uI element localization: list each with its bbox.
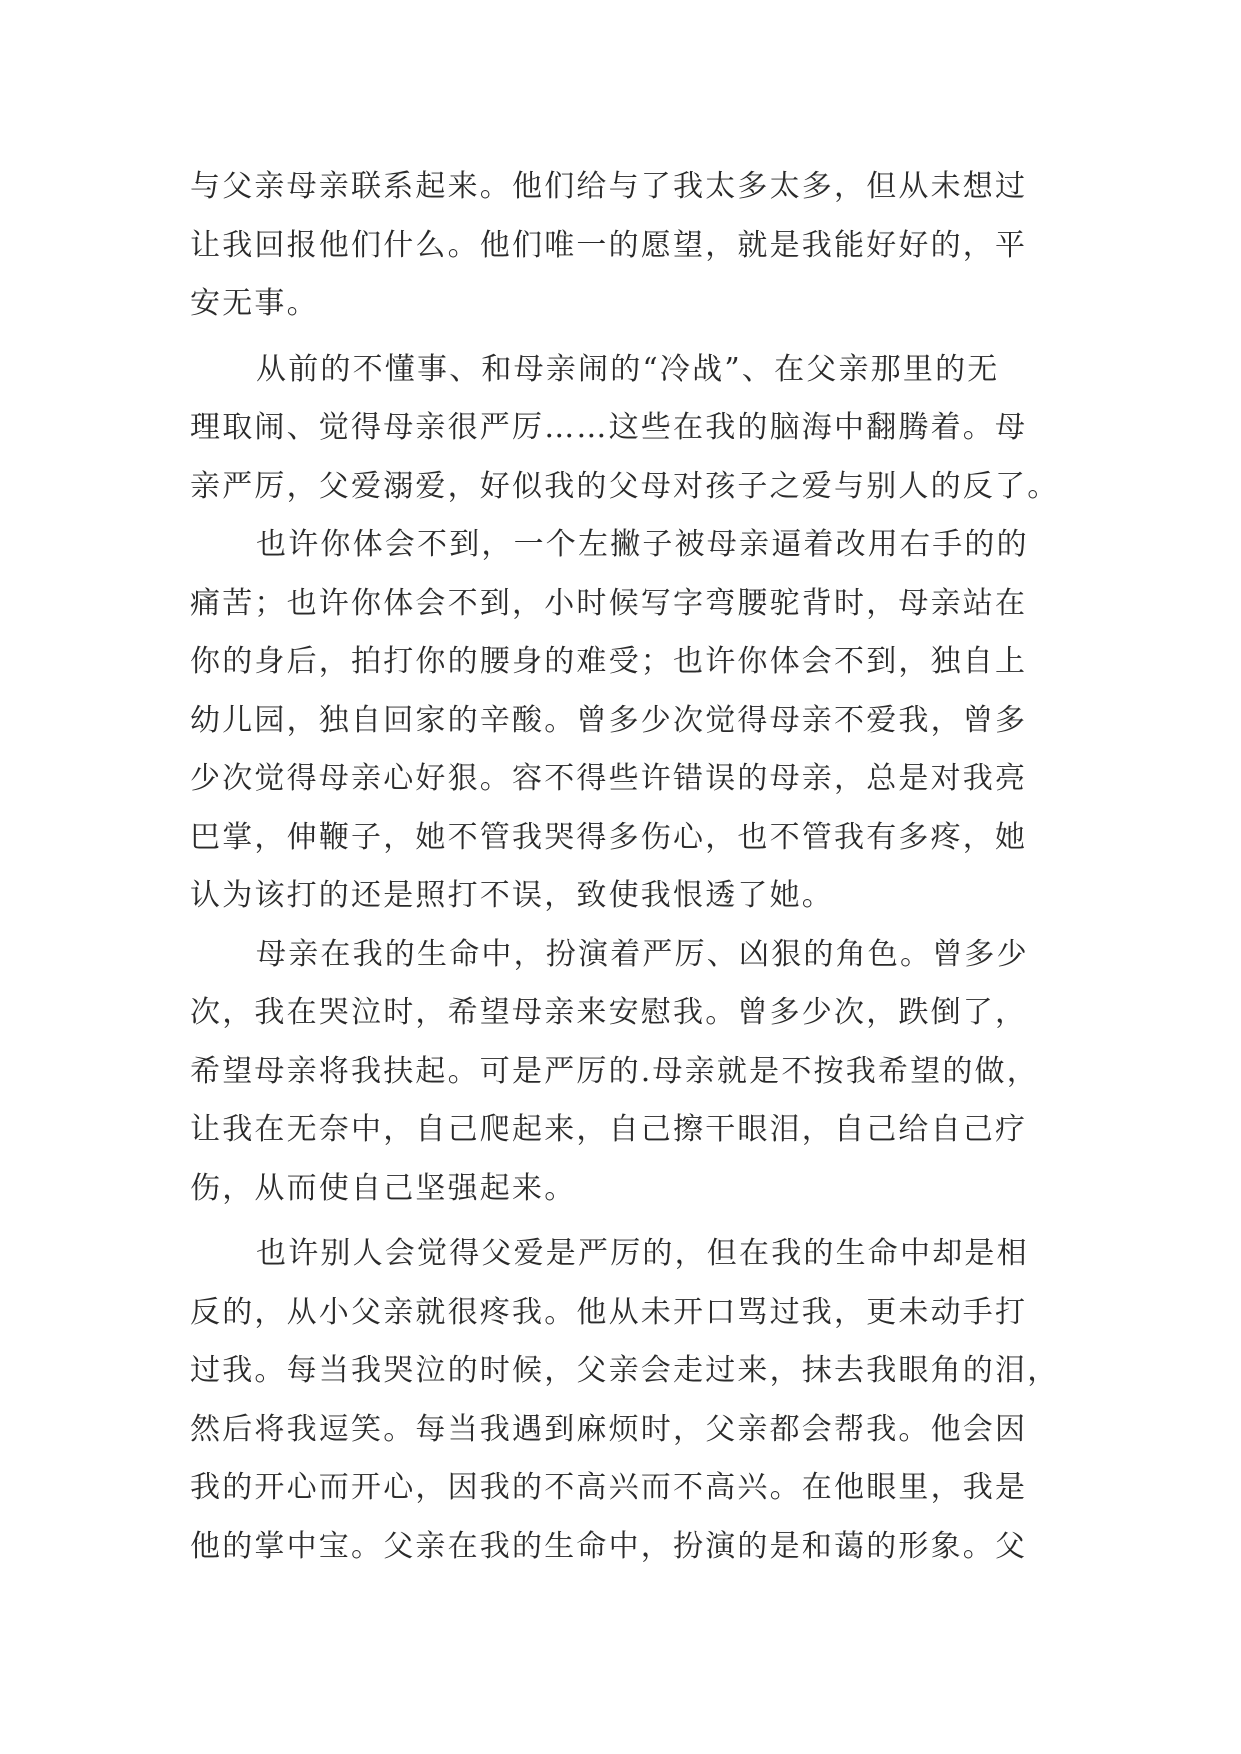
text-line: 巴掌，伸鞭子，她不管我哭得多伤心，也不管我有多疼，她 (190, 819, 1028, 855)
paragraph-4 (190, 926, 1070, 1219)
text-line: 安无事。 (190, 286, 319, 321)
text-line: 然后将我逗笑。每当我遇到麻烦时，父亲都会帮我。他会因 (190, 1411, 1028, 1447)
text-line: 也许别人会觉得父爱是严厉的，但在我的生命中却是相 (256, 1236, 1029, 1271)
text-line: 过我。每当我哭泣的时候，父亲会走过来，抹去我眼角的泪， (190, 1353, 1060, 1388)
text-line: 反的，从小父亲就很疼我。他从未开口骂过我，更未动手打 (190, 1294, 1028, 1330)
text-line: 幼儿园，独自回家的辛酸。曾多少次觉得母亲不爱我，曾多 (190, 702, 1028, 738)
text-line: 认为该打的还是照打不误，致使我恨透了她。 (190, 878, 834, 913)
text-line: 次，我在哭泣时，希望母亲来安慰我。曾多少次，跌倒了， (190, 995, 1028, 1030)
text-line: 也许你体会不到，一个左撇子被母亲逼着改用右手的的 (256, 527, 1029, 562)
paragraph-2 (190, 341, 1070, 517)
paragraph-3 (190, 516, 1070, 926)
text-line: 他的掌中宝。父亲在我的生命中，扮演的是和蔼的形象。父 (190, 1528, 1028, 1564)
text-line: 你的身后，拍打你的腰身的难受；也许你体会不到，独自上 (190, 644, 1028, 679)
text-line: 母亲在我的生命中，扮演着严厉、凶狠的角色。曾多少 (256, 936, 1029, 972)
text-line: 与父亲母亲联系起来。他们给与了我太多太多，但从未想过 (190, 169, 1028, 204)
body-text (190, 158, 1070, 1576)
paragraph-5 (190, 1225, 1070, 1576)
text-line: 亲严厉，父爱溺爱，好似我的父母对孩子之爱与别人的反了。 (190, 468, 1060, 504)
text-line: 希望母亲将我扶起。可是严厉的.母亲就是不按我希望的做， (190, 1053, 1039, 1089)
text-line: 从前的不懂事、和母亲闹的“冷战”、在父亲那里的无 (256, 351, 1000, 387)
text-line: 伤，从而使自己坚强起来。 (190, 1170, 577, 1206)
text-line: 让我在无奈中，自己爬起来，自己擦干眼泪，自己给自己疗 (190, 1112, 1028, 1147)
text-line: 理取闹、觉得母亲很严厉……这些在我的脑海中翻腾着。母 (190, 410, 1028, 445)
paragraph-1 (190, 158, 1070, 334)
text-line: 痛苦；也许你体会不到，小时候写字弯腰驼背时，母亲站在 (190, 585, 1028, 621)
text-line: 让我回报他们什么。他们唯一的愿望，就是我能好好的，平 (190, 227, 1028, 263)
text-line: 少次觉得母亲心好狠。容不得些许错误的母亲，总是对我亮 (190, 761, 1028, 796)
text-line: 我的开心而开心，因我的不高兴而不高兴。在他眼里，我是 (190, 1470, 1028, 1505)
